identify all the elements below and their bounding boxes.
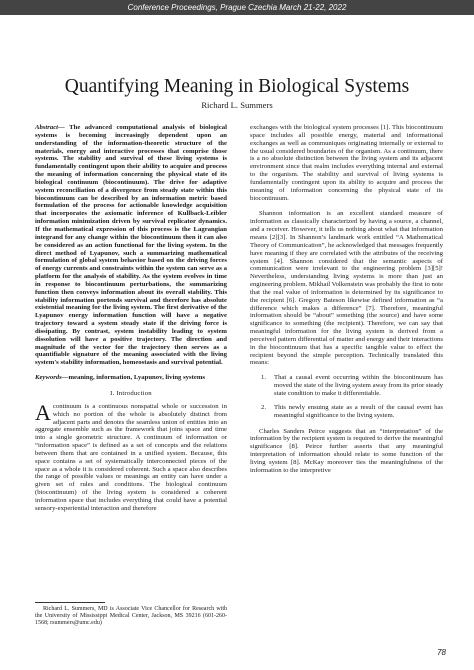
right-column [250, 124, 443, 475]
keywords-text: meaning, information, Lyapunov, living systems [68, 374, 205, 382]
list-item-text: That a causal event occurring within the biocontinuum has moved the state of the living system away from its prior steady state condition to make it differentiable. [274, 374, 443, 397]
body-paragraph-3: Charles Sanders Peirce suggests that an “interpretation” of the information by the recipient system is required to derive the meaningful significance [8]. Peirce further asserts that any meaningful interpretation of information should relate to some function of the living system [8]. McKay moreover ties the meaningfulness of the information to the interpretive [250, 427, 443, 474]
left-column [35, 124, 227, 513]
footnote-divider [35, 602, 105, 603]
list-item-number: 2. [260, 403, 266, 411]
section-heading-introduction: I. Introduction [110, 390, 152, 397]
abstract-text: The advanced computational analysis of biological systems is becoming increasingly dependent upon an understanding of the information-theoretic structure of the materials, energy and interactive processes that comprise those systems. The stability and survival of these living systems is fundamentally contingent upon their ability to acquire and process the meaning of information concerning the physical state of its biological continuum (biocontinuum). The drive for adaptive system reconciliation of a divergence from steady state within this biocontinuum can be described by an information metric based formulation of the process for actionable knowledge acquisition that incorporates the axiomatic inference of Kullback-Leibler information minimization driven by survival replicator dynamics. If the mathematical expression of this process is the Lagrangian integrand for any change within the biocontinuum then it can also be considered as an action functional for the living system. In the direct method of Lyapunov, such a summarizing mathematical formulation of global system behavior based on the driving forces of energy currents and constraints within the system can serve as a platform for the analysis of stability. As the system evolves in time in response to biocontinuum perturbations, the summarizing function then conveys information about its overall stability. This stability information portends survival and therefore has absolute existential meaning for the living system. The first derivative of the Lyapunov energy information function will have a negative trajectory toward a system steady state if the driving force is dissipating. By contrast, system instability leading to system dissolution will have a positive trajectory. The direction and magnitude of the vector for the trajectory then serves as a quantifiable signature of the meaning associated with the living system's stability information, homeostasis and survival potential. [35, 124, 227, 367]
list-item [250, 374, 443, 398]
numbered-list [250, 374, 443, 419]
list-item-text: This newly ensuing state as a result of the causal event has meaningful significance to the living system. [274, 403, 443, 419]
abstract-label: Abstract— [35, 124, 65, 131]
keywords-label: Keywords— [35, 374, 69, 382]
intro-paragraph [35, 399, 227, 513]
body-paragraph-1: exchanges with the biological system processes [1]. This biocontinuum space includes all possible energy, material and informational exchanges as well as communiques originating internally or external to the usual considered boundaries of the organism. As a continuum, there is a no absolute distinction between the living system and its adjacent environment since that realm includes everything internal and external to the organism. The stability and survival of living systems is fundamentally contingent upon its ability to acquire and process the meaning of information concerning the physical state of its biocontinuum. [250, 124, 443, 202]
author-footnote: Richard L. Summers, MD is Associate Vice Chancellor for Research with the University of Mississippi Medical Center, Jackson, MS 39216 (601-260-1568; rsummers@umc.edu) [35, 606, 227, 627]
conference-header [0, 0, 474, 15]
author-name: Richard L. Summers [201, 100, 273, 110]
page-number: 78 [437, 648, 446, 657]
body-paragraph-2: Shannon information is an excellent standard measure of information as classically characterized by having a source, a channel, and a receiver. However, it tells us nothing about what that information means [2][3]. In Shannon’s landmark work entitled “A Mathematical Theory of Communication”, he acknowledged that messages frequently have meaning if they are correlated with the attributes of the receiving system [4]. Shannon considered that the semantic aspects of communication were irrelevant to the engineering problem [3][5]! Nevertheless, understanding living systems is more than just an engineering problem. Mikhail Volkenstein was probably the first to note that the real value of information is determined by its significance to the recipient [6]. Gregory Bateson likewise defined information as “a difference which makes a difference” [7]. Therefore, meaningful information should be “about” something (the source) and have some significance to something (the recipient). Therefore, we can say that meaningful information for the living system is derived from a perceived pattern differential of matter and energy and their interactions in the biocontinuum that has a specific tangible value to effect the recipient beyond the simple perception. Technically translated this means: [250, 210, 443, 367]
intro-text: continuum is a continuous nonspatial whole or succession in which no portion of the whole is absolutely distinct from adjacent parts and denotes the seamless union of entities into an aggregate ensemble such as the framework that joins space and time into a single geometric structure. A continuum of information or “information space” is defined as a set of concepts and the relations between them that are contained in a unified system. Because, this space contains a set of systematically interconnected pieces of the space as a whole it is considered coherent. Such a space also describes the range of possible values or meanings an entity can have under a given set of rules and conditions. The biological continuum (biocontinuum) of the living system is considered a coherent information space that includes everything that could have a potential sensory-experiential interaction and therefore [35, 402, 227, 512]
conference-header-text: Conference Proceedings, Prague Czechia March 21-22, 2022 [127, 3, 347, 12]
abstract [35, 124, 227, 367]
keywords [35, 374, 227, 382]
list-item [250, 404, 443, 420]
dropcap: A [35, 399, 51, 425]
paper-title: Quantifying Meaning in Biological Systems [64, 76, 410, 97]
list-item-number: 1. [260, 374, 266, 382]
